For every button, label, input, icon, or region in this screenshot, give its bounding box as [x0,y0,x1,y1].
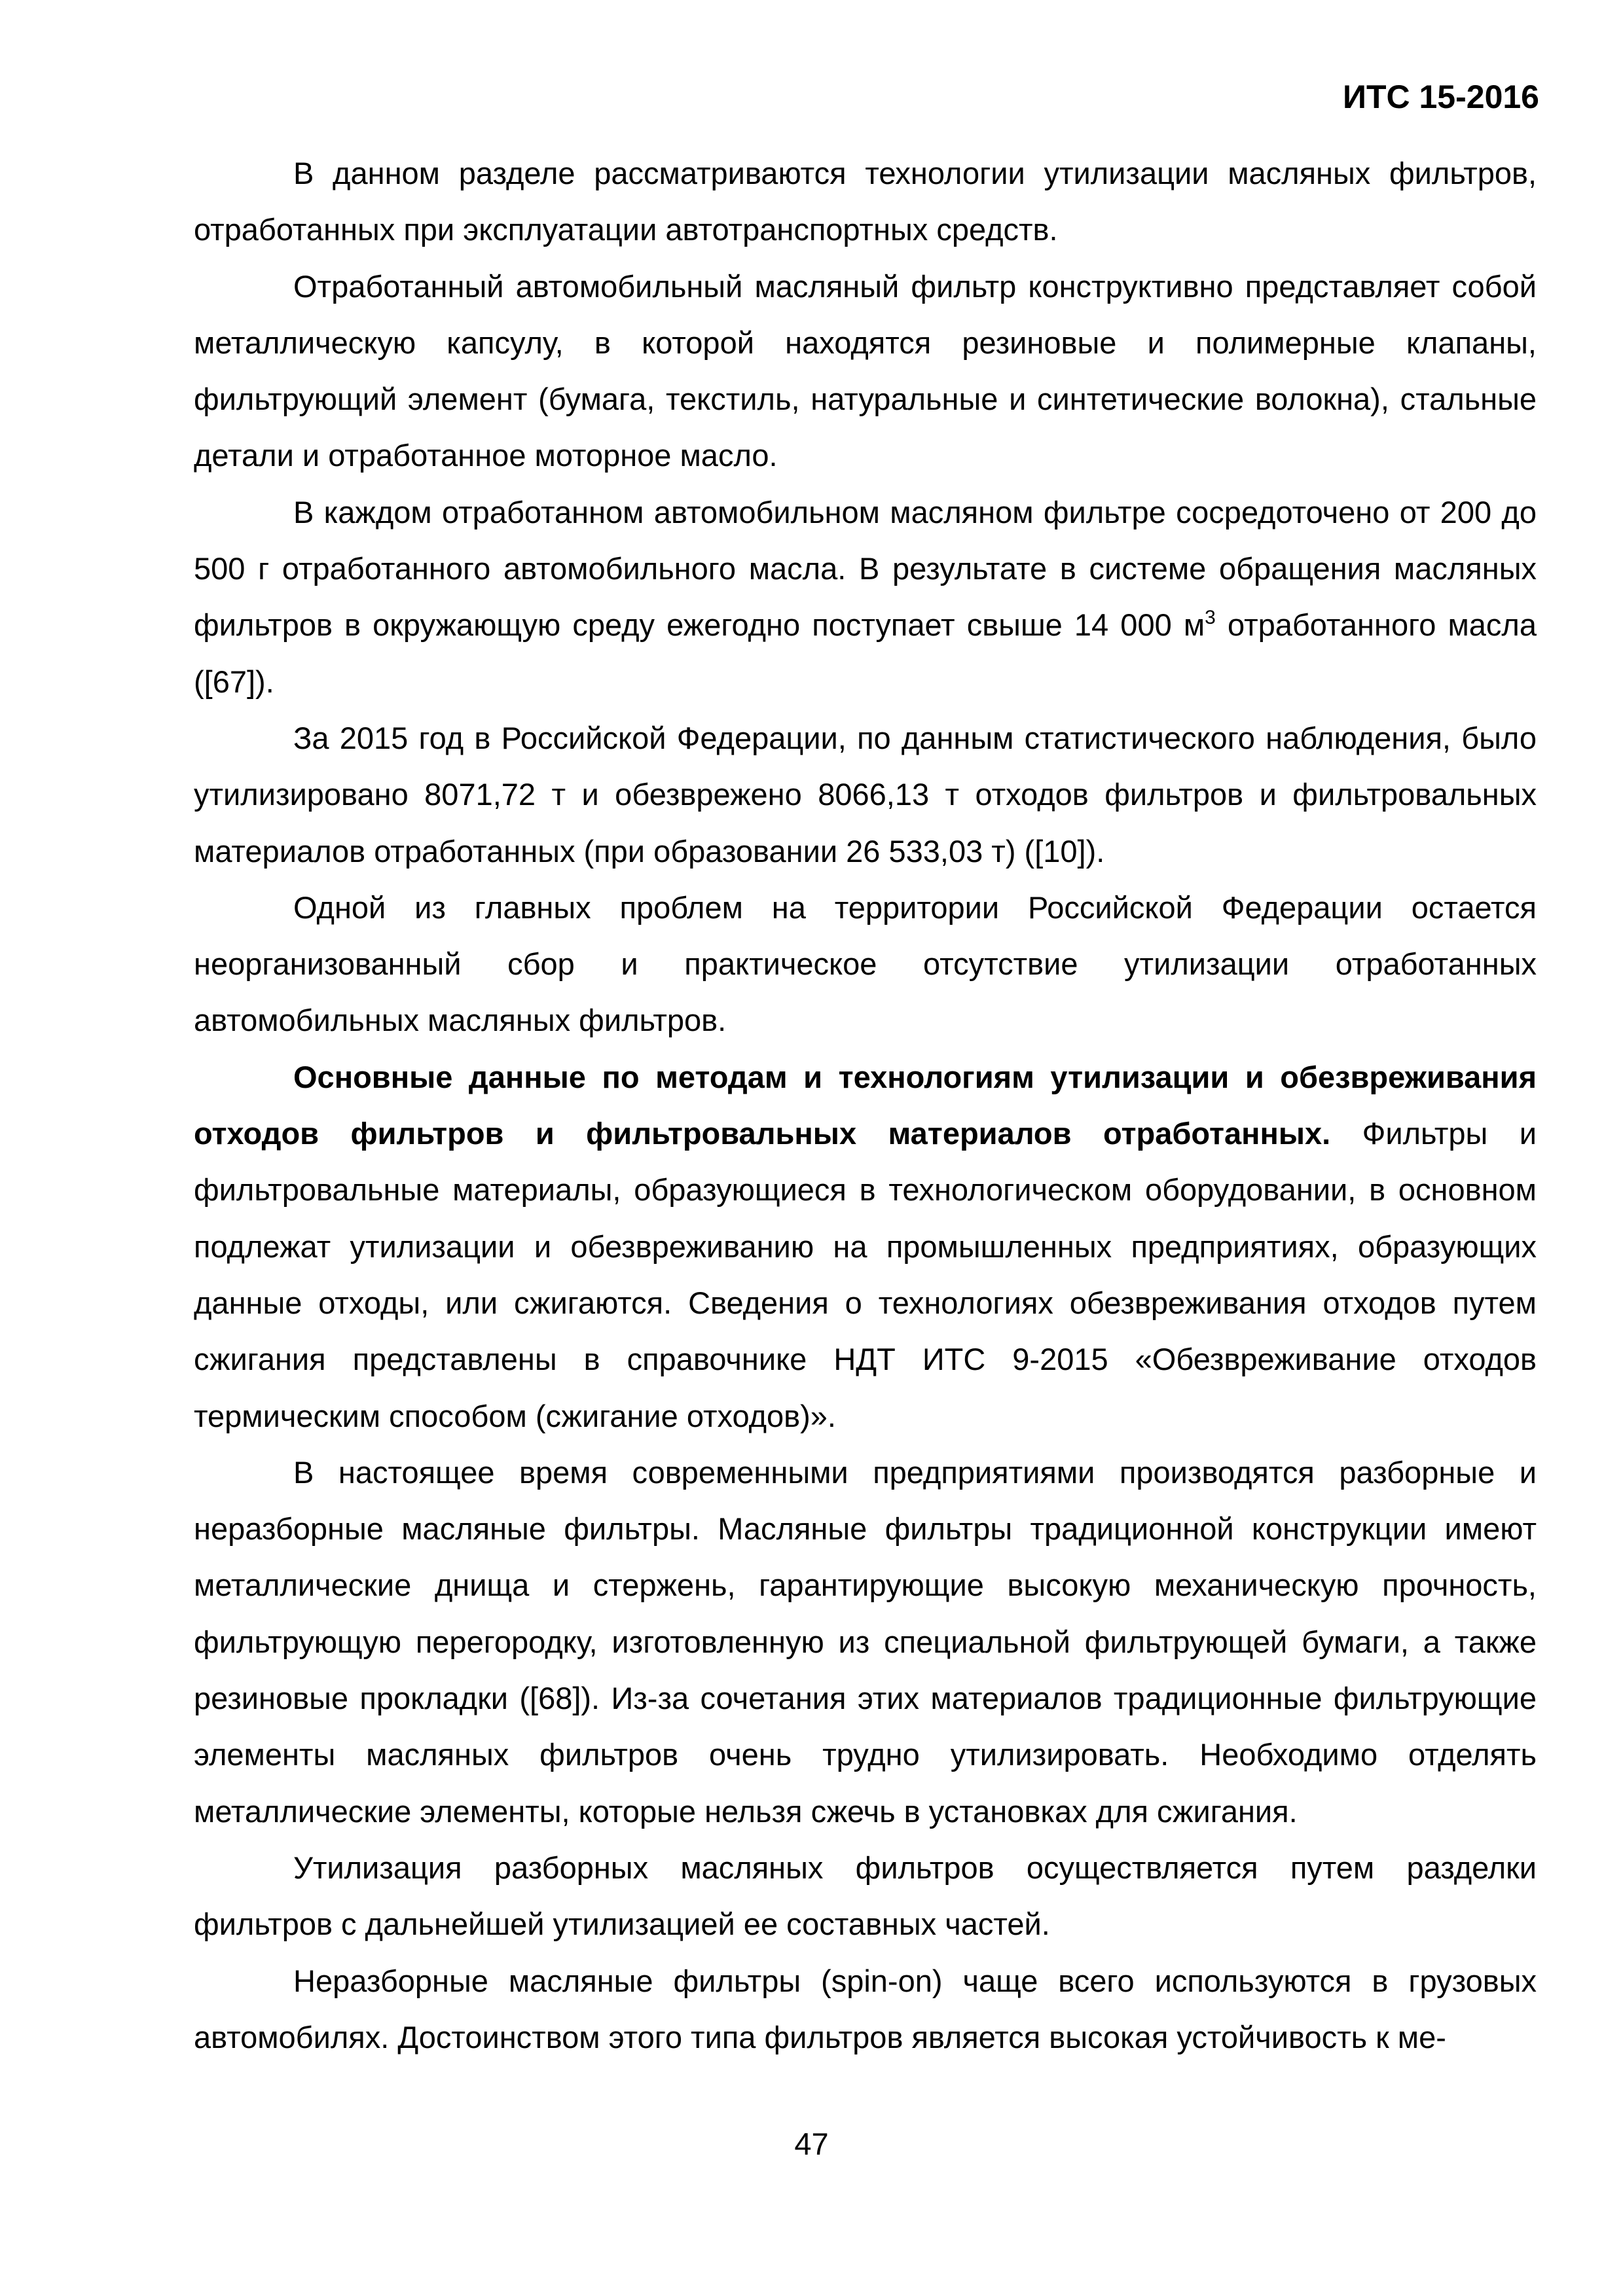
document-code-header: ИТС 15-2016 [1343,79,1539,115]
paragraph-8: Утилизация разборных масляных фильтров осуществляется путем разделки фильтров с дальнейшей утилизацией ее составных частей. [194,1850,1537,1942]
paragraph-6-bold-lead: Основные данные по методам и технологиям утилизации и обезвреживания отходов фильтров и фильтровальных материалов отработанных. [194,1059,1537,1151]
paragraph-3-text-after: отработанного масла ([67]). [194,607,1537,699]
paragraph-6-text: Фильтры и фильтровальные материалы, образующиеся в технологическом оборудовании, в основном подлежат утилизации и обезвреживанию на промышленных предприятиях, образующих данные отходы, или сжигаются. Сведения о технологиях обезвреживания отходов путем сжигания представлены в справочнике НДТ ИТС 9-2015 «Обезвреживание отходов термическим способом (сжигание отходов)». [194,1116,1537,1433]
paragraph-2: Отработанный автомобильный масляный фильтр конструктивно представляет собой металлическую капсулу, в которой находятся резиновые и полимерные клапаны, фильтрующий элемент (бумага, текстиль, натуральные и синтетические волокна), стальные детали и отработанное моторное масло. [194,268,1537,473]
paragraph-3-text-before: В каждом отработанном автомобильном масляном фильтре сосредоточено от 200 до 500 г отработанного автомобильного масла. В результате в системе обращения масляных фильтров в окружающую среду ежегодно поступает свыше 14 000 м [194,494,1537,643]
paragraph-9: Неразборные масляные фильтры (spin-on) чаще всего используются в грузовых автомобилях. Достоинством этого типа фильтров является высокая устойчивость к ме- [194,1963,1537,2054]
paragraph-1: В данном разделе рассматриваются технологии утилизации масляных фильтров, отработанных при эксплуатации автотранспортных средств. [194,156,1537,247]
paragraph-4: За 2015 год в Российской Федерации, по данным статистического наблюдения, было утилизировано 8071,72 т и обезврежено 8066,13 т отходов фильтров и фильтровальных материалов отработанных (при образовании 26 533,03 т) ([10]). [194,720,1537,869]
paragraph-6 [194,1049,1537,1444]
paragraph-3 [194,484,1537,710]
page-number: 47 [794,2126,829,2161]
paragraph-7: В настоящее время современными предприятиями производятся разборные и неразборные масляные фильтры. Масляные фильтры традиционной конструкции имеют металлические днища и стержень, гарантирующие высокую механическую прочность, фильтрующую перегородку, изготовленную из специальной фильтрующей бумаги, а также резиновые прокладки ([68]). Из-за сочетания этих материалов традиционные фильтрующие элементы масляных фильтров очень трудно утилизировать. Необходимо отделять металлические элементы, которые нельзя сжечь в установках для сжигания. [194,1454,1537,1829]
body-text [194,145,1537,2066]
cubic-superscript: 3 [1205,607,1216,629]
paragraph-5: Одной из главных проблем на территории Российской Федерации остается неорганизованный сбор и практическое отсутствие утилизации отработанных автомобильных масляных фильтров. [194,889,1537,1038]
